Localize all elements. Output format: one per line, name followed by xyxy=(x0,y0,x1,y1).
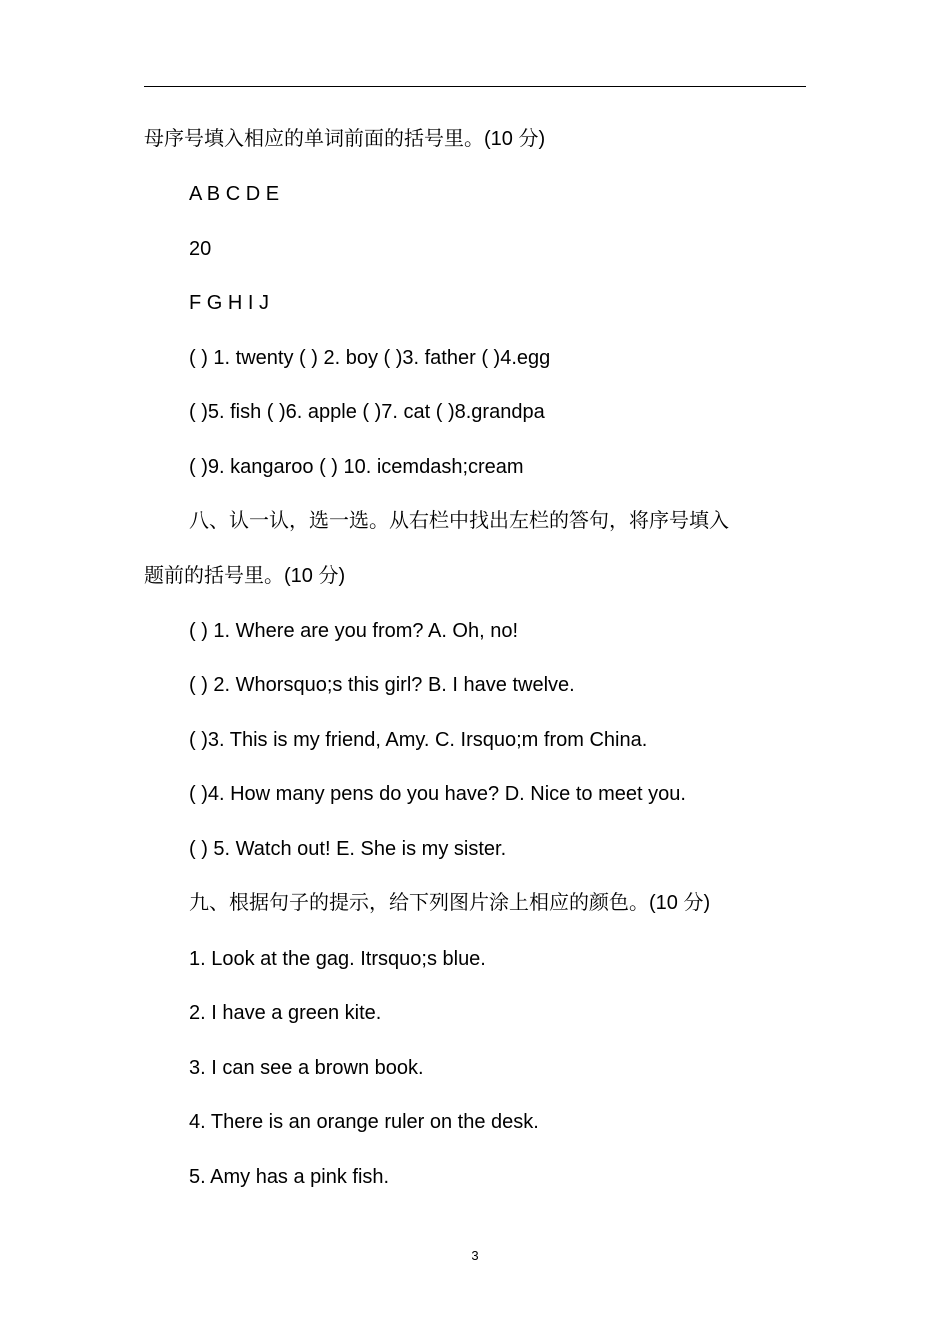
word-row-3: ( )9. kangaroo ( ) 10. icemdash;cream xyxy=(189,456,524,478)
letter-row-lower: F G H I J xyxy=(189,292,269,314)
match-question-4: ( )4. How many pens do you have? D. Nice to meet you. xyxy=(189,783,686,805)
word-row-1: ( ) 1. twenty ( ) 2. boy ( )3. father ( )4.egg xyxy=(189,347,551,369)
match-question-3: ( )3. This is my friend, Amy. C. Irsquo;m from China. xyxy=(189,729,648,751)
section-8-heading: 八、认一认，选一选。从右栏中找出左栏的答句，将序号填入 xyxy=(189,510,729,532)
color-sentence-3: 3. I can see a brown book. xyxy=(189,1057,424,1079)
section-9-heading: 九、根据句子的提示，给下列图片涂上相应的颜色。(10 分) xyxy=(189,892,711,914)
color-sentence-4: 4. There is an orange ruler on the desk. xyxy=(189,1111,539,1133)
color-sentence-5: 5. Amy has a pink fish. xyxy=(189,1166,390,1188)
section-8-heading-continued: 题前的括号里。(10 分) xyxy=(144,565,346,587)
letter-row-upper: A B C D E xyxy=(189,183,280,205)
number-twenty: 20 xyxy=(189,238,212,260)
header-rule xyxy=(144,86,806,87)
instruction-continuation: 母序号填入相应的单词前面的括号里。(10 分) xyxy=(144,128,546,150)
match-question-5: ( ) 5. Watch out! E. She is my sister. xyxy=(189,838,507,860)
match-question-2: ( ) 2. Whorsquo;s this girl? B. I have twelve. xyxy=(189,674,575,696)
color-sentence-2: 2. I have a green kite. xyxy=(189,1002,382,1024)
match-question-1: ( ) 1. Where are you from? A. Oh, no! xyxy=(189,620,519,642)
word-row-2: ( )5. fish ( )6. apple ( )7. cat ( )8.grandpa xyxy=(189,401,545,423)
color-sentence-1: 1. Look at the gag. Itrsquo;s blue. xyxy=(189,948,486,970)
page-number: 3 xyxy=(471,1248,479,1263)
